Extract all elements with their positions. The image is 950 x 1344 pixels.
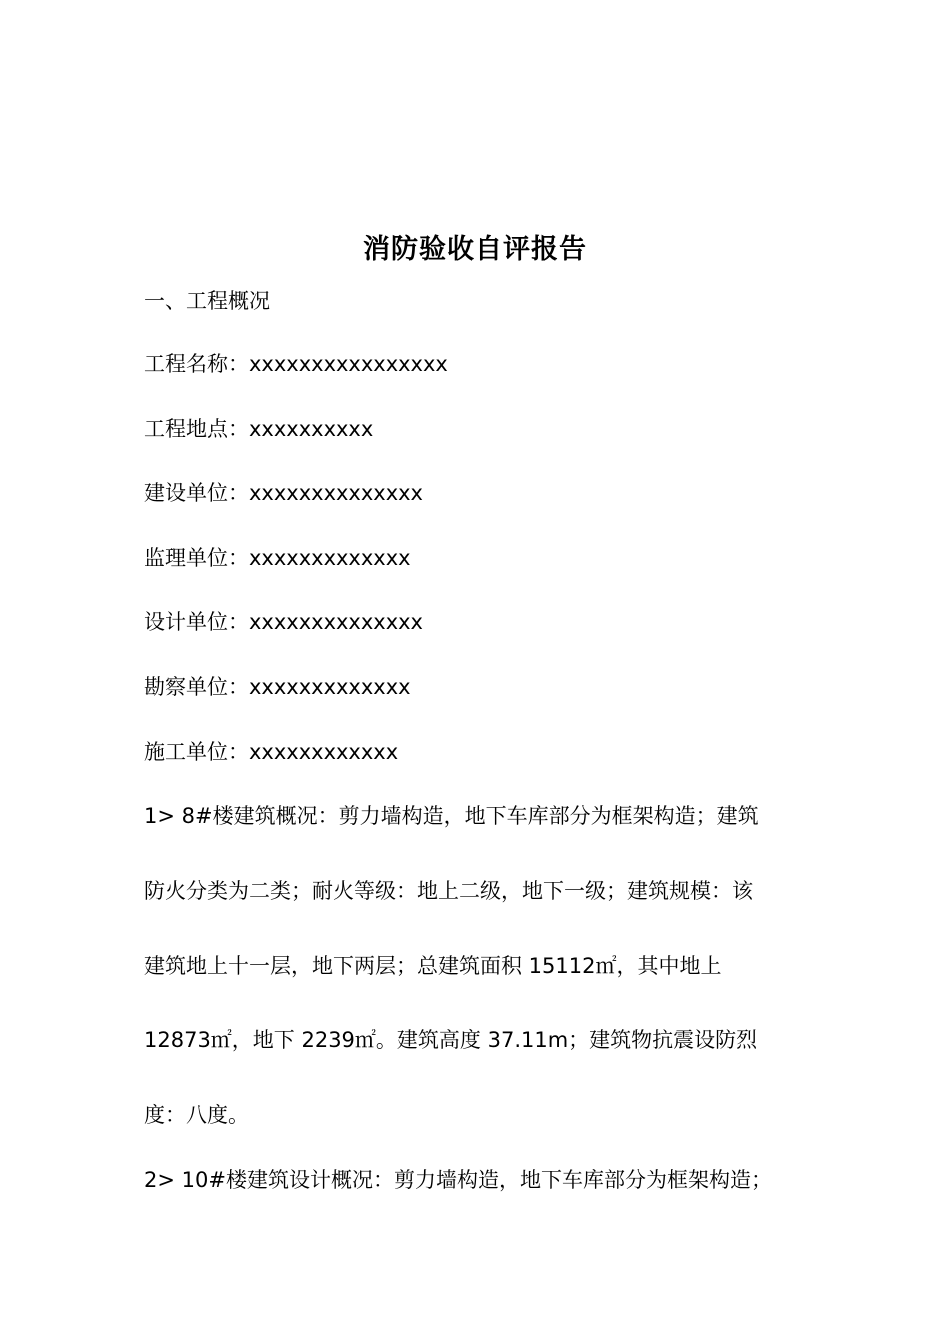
section-heading: 一、工程概况	[144, 289, 270, 313]
paragraph-line: 12873㎡，地下 2239㎡。建筑高度 37.11m；建筑物抗震设防烈	[144, 1028, 758, 1052]
paragraph-line: 建筑地上十一层，地下两层；总建筑面积 15112㎡，其中地上	[144, 954, 722, 978]
field-value: xxxxxxxxxxxxxxxx	[249, 352, 448, 376]
field-survey-unit	[144, 672, 411, 702]
field-label: 设计单位：	[144, 610, 249, 634]
field-value: xxxxxxxxxxxxx	[249, 675, 411, 699]
field-supervision-unit	[144, 543, 411, 573]
field-project-name	[144, 349, 448, 379]
field-value: xxxxxxxxxxxx	[249, 740, 399, 764]
field-label: 勘察单位：	[144, 675, 249, 699]
paragraph-line: 2> 10#楼建筑设计概况：剪力墙构造，地下车库部分为框架构造；	[144, 1168, 772, 1192]
field-value: xxxxxxxxxxxxxx	[249, 610, 423, 634]
field-design-unit	[144, 607, 423, 637]
paragraph-line: 度：八度。	[144, 1103, 249, 1127]
field-label: 监理单位：	[144, 546, 249, 570]
field-label: 施工单位：	[144, 740, 249, 764]
field-label: 建设单位：	[144, 481, 249, 505]
paragraph-line: 防火分类为二类；耐火等级：地上二级，地下一级；建筑规模：该	[144, 879, 753, 903]
field-value: xxxxxxxxxx	[249, 417, 374, 441]
field-value: xxxxxxxxxxxxx	[249, 546, 411, 570]
field-value: xxxxxxxxxxxxxx	[249, 481, 423, 505]
field-construction-unit	[144, 478, 423, 508]
document-title: 消防验收自评报告	[363, 234, 587, 265]
field-label: 工程名称：	[144, 352, 249, 376]
field-label: 工程地点：	[144, 417, 249, 441]
field-builder-unit	[144, 737, 398, 767]
paragraph-line: 1> 8#楼建筑概况：剪力墙构造，地下车库部分为框架构造；建筑	[144, 804, 759, 828]
field-project-location	[144, 414, 373, 444]
